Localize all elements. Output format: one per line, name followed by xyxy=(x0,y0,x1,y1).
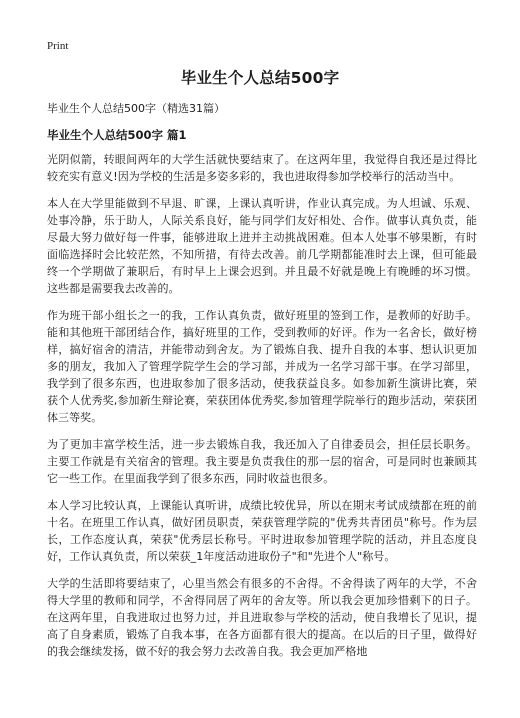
body-paragraph-1: 光阴似箭，转眼间两年的大学生活就快要结束了。在这两年里，我觉得自我还是过得比较充实有意义!因为学校的生活是多姿多彩的，我也进取得参加学校举行的活动当中。 xyxy=(47,153,477,183)
body-paragraph-3: 作为班干部小组长之一的我，工作认真负责，做好班里的签到工作，是教师的好助手。能和其他班干部团结合作，搞好班里的工作，受到教师的好评。作为一名舍长，做好榜样，搞好宿舍的清洁，并能带动到舍友。为了锻炼自我、提升自我的本事、想认识更加多的朋友，我加入了管理学院学生会的学习部，并成为一名学习部干事。在学习部里，我学到了很多东西，也进取参加了很多活动，使我获益良多。如参加新生演讲比赛，荣获个人优秀奖,参加新生辩论赛，荣获团体优秀奖,参加管理学院举行的跑步活动，荣获团体三等奖。 xyxy=(47,309,477,424)
body-paragraph-6: 大学的生活即将要结束了，心里当然会有很多的不舍得。不舍得读了两年的大学，不舍得大学里的教师和同学，不舍得同居了两年的舍友等。所以我会更加珍惜剩下的日子。在这两年里，自我进取过也努力过，并且进取参与学校的活动，使自我增长了见识，提高了自身素质，锻炼了自我本事，在各方面都有很大的提高。在以后的日子里，做得好的我会继续发扬，做不好的我会努力去改善自我。我会更加严格地 xyxy=(47,577,477,658)
body-paragraph-4: 为了更加丰富学校生活，进一步去锻炼自我，我还加入了自律委员会，担任层长职务。主要工作就是有关宿舍的管理。我主要是负责我住的那一层的宿舍，可是同时也兼顾其它一些工作。在里面我学到了很多东西，同时收益也很多。 xyxy=(47,438,477,485)
body-paragraph-2: 本人在大学里能做到不早退、旷课，上课认真听讲，作业认真完成。为人坦诚、乐观、处事冷静，乐于助人，人际关系良好，能与同学们友好相处、合作。做事认真负责，能尽最大努力做好每一件事，能够进取上进并主动挑战困难。但本人处事不够果断，有时面临选择时会比较茫然，不知所措，有待去改善。前几学期都能准时去上课，但可能最终一个学期做了兼职后，有时早上上课会迟到。并且最不好就是晚上有晚睡的坏习惯。这些都是需要我去改善的。 xyxy=(47,197,477,295)
page-title: 毕业生个人总结500字 xyxy=(180,69,340,87)
document-body xyxy=(47,151,477,670)
print-link[interactable]: Print xyxy=(47,40,69,52)
document-subtitle: 毕业生个人总结500字（精选31篇） xyxy=(47,102,225,115)
body-paragraph-5: 本人学习比较认真，上课能认真听讲，成绩比较优异，所以在期末考试成绩都在班的前十名。在班里工作认真，做好团员职责，荣获管理学院的"优秀共青团员"称号。作为层长，工作态度认真，荣获"优秀层长称号。平时进取参加管理学院的活动，并且态度良好，工作认真负责，所以荣获_1年度活动进取份子"和"先进个人"称号。 xyxy=(47,499,477,563)
section-heading: 毕业生个人总结500字 篇1 xyxy=(47,128,187,142)
